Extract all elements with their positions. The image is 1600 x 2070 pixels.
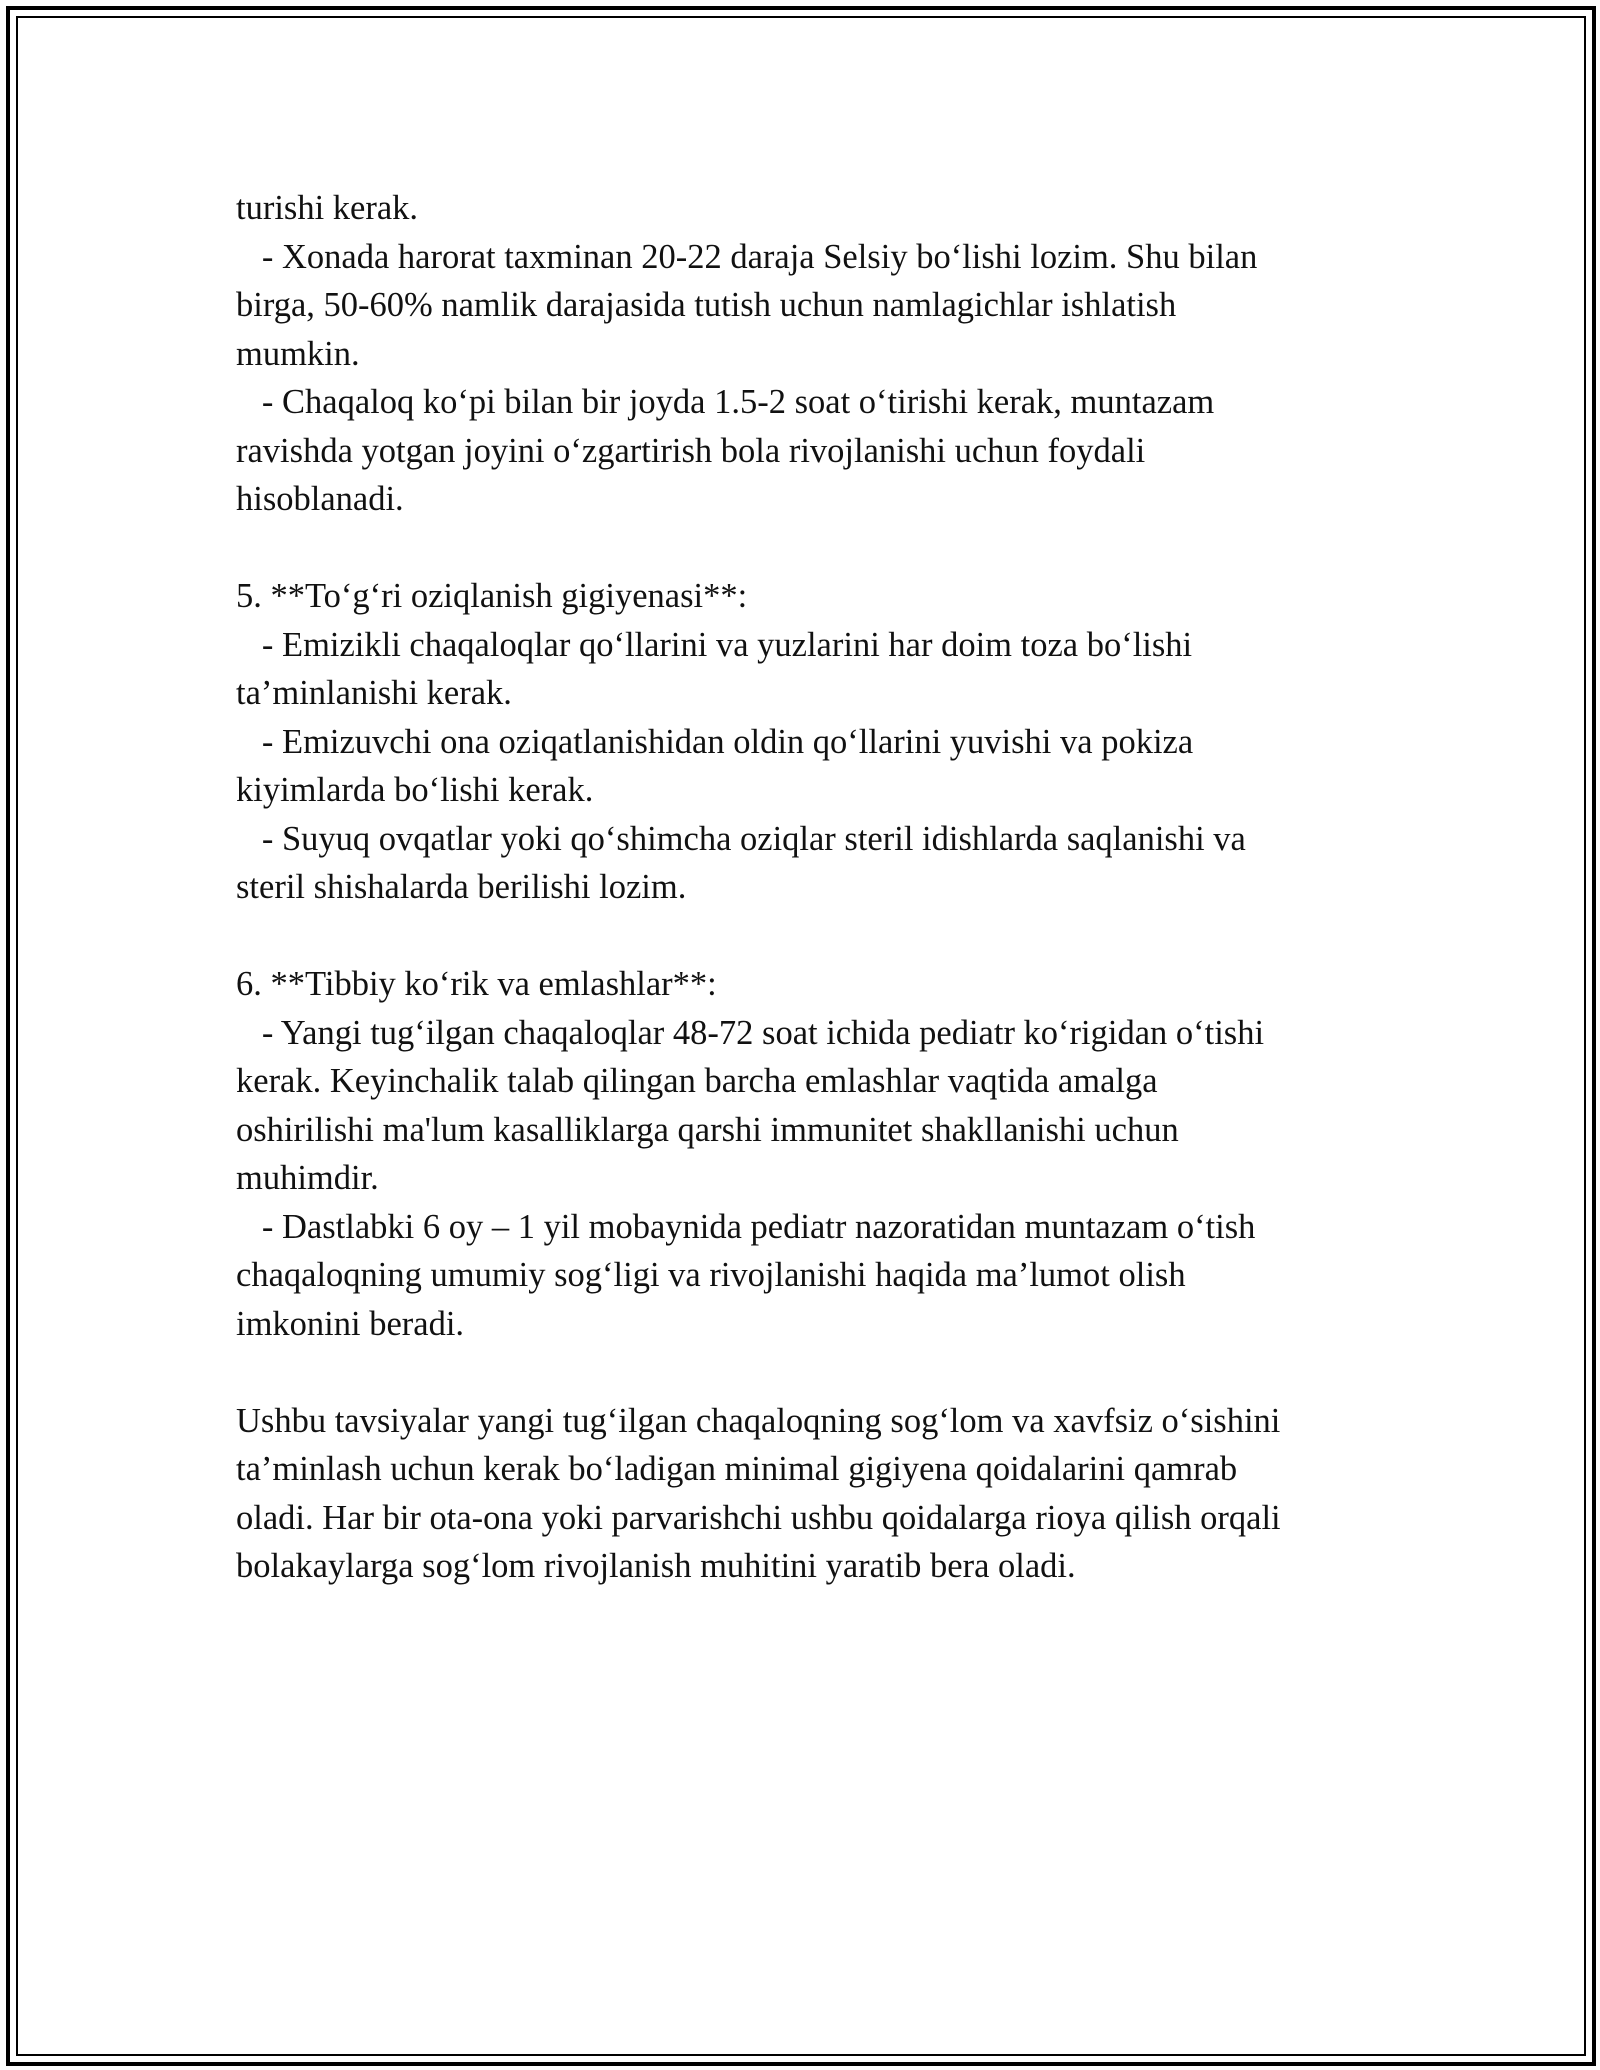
text-line: oshirilishi ma'lum kasalliklarga qarshi immunitet shakllanishi uchun (236, 1110, 1179, 1149)
text-line: chaqaloqning umumiy sog‘ligi va rivojlanishi haqida ma’lumot olish (236, 1256, 1186, 1294)
text-line: - Xonada harorat taxminan 20-22 daraja Selsiy bo‘lishi lozim. Shu bilan (236, 237, 1258, 276)
text-line: - Chaqaloq ko‘pi bilan bir joyda 1.5-2 soat o‘tirishi kerak, muntazam (236, 383, 1215, 421)
text-line: - Emizuvchi ona oziqatlanishidan oldin qo‘llarini yuvishi va pokiza (236, 722, 1194, 761)
text-line: - Dastlabki 6 oy – 1 yil mobaynida pediatr nazoratidan muntazam o‘tish (236, 1207, 1256, 1246)
text-line: bolakaylarga sog‘lom rivojlanish muhitini yaratib bera oladi. (236, 1547, 1076, 1585)
text-line: kerak. Keyinchalik talab qilingan barcha emlashlar vaqtida amalga (236, 1062, 1158, 1100)
text-line: 5. **To‘g‘ri oziqlanish gigiyenasi**: (236, 577, 748, 615)
document-body (236, 184, 1386, 1591)
text-line: muhimdir. (236, 1159, 379, 1197)
text-line: ta’minlanishi kerak. (236, 674, 512, 712)
text-line: steril shishalarda berilishi lozim. (236, 868, 687, 906)
text-line: - Yangi tug‘ilgan chaqaloqlar 48-72 soat ichida pediatr ko‘rigidan o‘tishi (236, 1013, 1265, 1052)
text-line: ta’minlash uchun kerak bo‘ladigan minimal gigiyena qoidalarini qamrab (236, 1450, 1238, 1488)
text-line: imkonini beradi. (236, 1304, 465, 1343)
text-line: kiyimlarda bo‘lishi kerak. (236, 771, 594, 809)
text-line: birga, 50-60% namlik darajasida tutish uchun namlagichlar ishlatish (236, 286, 1177, 324)
text-line: ravishda yotgan joyini o‘zgartirish bola rivojlanishi uchun foydali (236, 431, 1146, 470)
text-line: mumkin. (236, 334, 360, 373)
text-line: - Emizikli chaqaloqlar qo‘llarini va yuzlarini har doim toza bo‘lishi (236, 625, 1193, 664)
text-line: - Suyuq ovqatlar yoki qo‘shimcha oziqlar steril idishlarda saqlanishi va (236, 819, 1246, 858)
blank-line (236, 524, 1386, 573)
text-line: 6. **Tibbiy ko‘rik va emlashlar**: (236, 965, 717, 1003)
blank-line (236, 1348, 1386, 1397)
text-line: oladi. Har bir ota-ona yoki parvarishchi ushbu qoidalarga rioya qilish orqali (236, 1498, 1281, 1537)
text-line: Ushbu tavsiyalar yangi tug‘ilgan chaqaloqning sog‘lom va xavfsiz o‘sishini (236, 1401, 1281, 1440)
blank-line (236, 912, 1386, 961)
text-line: hisoblanadi. (236, 480, 404, 518)
text-line: turishi kerak. (236, 189, 419, 227)
